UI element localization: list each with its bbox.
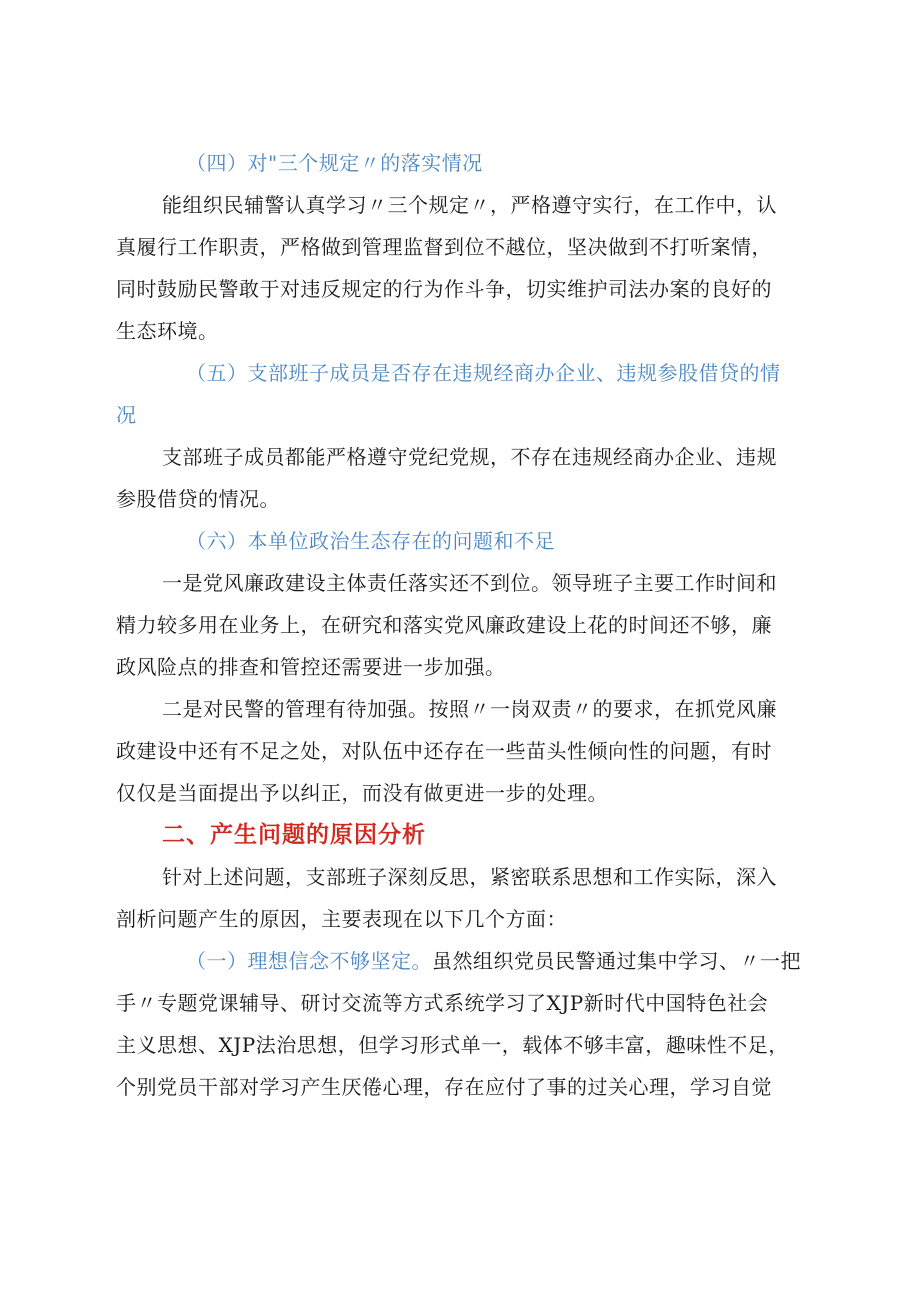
subheading-five: （五）支部班子成员是否存在违规经商办企业、违规参股借贷的情 [186,361,781,385]
paragraph-line: 精力较多用在业务上，在研究和落实党风廉政建设上花的时间还不够，廉 [116,613,772,637]
paragraph-line: 同时鼓励民警敢于对违反规定的行为作斗争，切实维护司法办案的良好的 [116,277,772,301]
paragraph-line: 政风险点的排查和管控还需要进一步加强。 [116,655,506,679]
subheading-four: （四）对"三个规定〃的落实情况 [186,151,483,175]
paragraph-line: 仅仅是当面提出予以纠正，而没有做更进一步的处理。 [116,781,608,805]
paragraph-line: 主义思想、XJP法治思想，但学习形式单一，载体不够丰富，趣味性不足， [116,1033,789,1057]
paragraph-line: 生态环境。 [116,319,219,343]
paragraph-line: 个别党员干部对学习产生厌倦心理，存在应付了事的过关心理，学习自觉 [116,1075,772,1099]
paragraph-line: 针对上述问题，支部班子深刻反思，紧密联系思想和工作实际，深入 [162,865,777,889]
paragraph-line: 手〃专题党课辅导、研讨交流等方式系统学习了XJP新时代中国特色社会 [116,991,769,1015]
paragraph-line: 真履行工作职责，严格做到管理监督到位不越位，坚决做到不打听案情， [116,235,772,259]
paragraph-text: 虽然组织党员民警通过集中学习、〃一把 [432,949,801,973]
subheading-five-cont: 况 [116,403,137,427]
paragraph-line: 二是对民警的管理有待加强。按照〃一岗双责〃的要求，在抓党风廉 [162,697,777,721]
section-heading-two: 二、产生问题的原因分析 [162,822,426,848]
paragraph-line: 政建设中还有不足之处，对队伍中还存在一些苗头性倾向性的问题，有时 [116,739,772,763]
inline-subheading-one: （一）理想信念不够坚定。 [186,949,432,973]
paragraph-line: 一是党风廉政建设主体责任落实还不到位。领导班子主要工作时间和 [162,571,777,595]
paragraph-line: 剖析问题产生的原因，主要表现在以下几个方面： [116,907,567,931]
subheading-six: （六）本单位政治生态存在的问题和不足 [186,529,555,553]
paragraph-line: 参股借贷的情况。 [116,487,280,511]
document-page [116,142,816,1108]
paragraph-line [116,940,816,982]
paragraph-line: 能组织民辅警认真学习〃三个规定〃，严格遵守实行，在工作中，认 [162,193,777,217]
paragraph-line: 支部班子成员都能严格遵守党纪党规，不存在违规经商办企业、违规 [162,445,777,469]
